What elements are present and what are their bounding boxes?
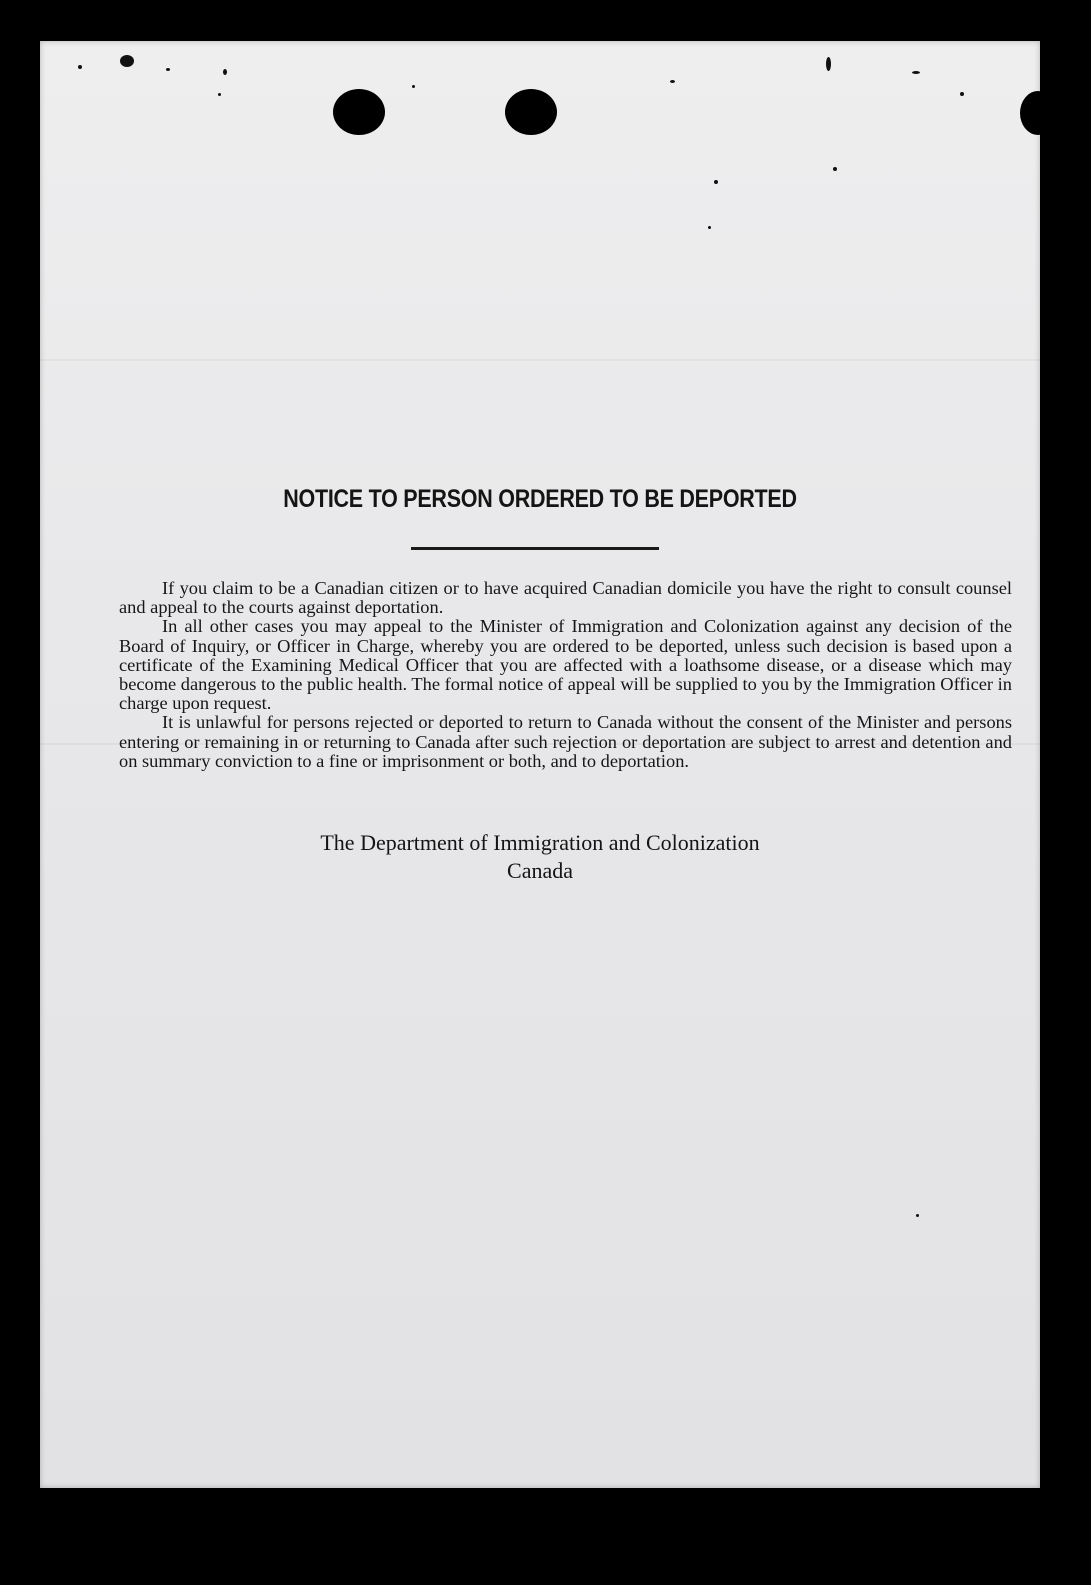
paper-speck: [166, 68, 170, 71]
paper-speck: [960, 92, 964, 96]
paper-fold: [40, 359, 1040, 361]
paper-speck: [218, 93, 221, 96]
scanned-page: [40, 41, 1040, 1488]
notice-body: [119, 579, 1012, 771]
country-name: Canada: [507, 858, 573, 883]
paper-speck: [78, 65, 82, 69]
paper-speck: [670, 80, 675, 83]
notice-title: NOTICE TO PERSON ORDERED TO BE DEPORTED: [283, 485, 797, 513]
paper-speck: [916, 1214, 919, 1217]
title-underline: [411, 547, 659, 550]
paper-speck: [826, 57, 831, 71]
paper-speck: [120, 55, 134, 67]
paper-speck: [223, 69, 227, 75]
department-name: The Department of Immigration and Colonization: [320, 830, 760, 855]
punch-hole-left: [333, 89, 385, 135]
paper-speck: [708, 226, 711, 229]
paper-speck: [412, 85, 415, 88]
paragraph-appeal-to-minister: In all other cases you may appeal to the Minister of Immigration and Colonization against any decision of the Board of Inquiry, or Officer in Charge, whereby you are ordered to be deported, unless such decision is based upon a certificate of the Examining Medical Officer that you are affected with a loathsome disease, or a disease which may become dangerous to the public health. The formal notice of appeal will be supplied to you by the Immigration Officer in charge upon request.: [119, 616, 1012, 714]
signature-block: [40, 829, 1040, 885]
paper-speck: [833, 167, 837, 171]
punch-hole-center: [505, 89, 557, 135]
paragraph-citizen-domicile: If you claim to be a Canadian citizen or to have acquired Canadian domicile you have the right to consult counsel and appeal to the courts against deportation.: [119, 578, 1012, 618]
paper-speck: [714, 180, 718, 184]
punch-hole-right-edge: [1020, 91, 1056, 135]
paragraph-unlawful-return: It is unlawful for persons rejected or deported to return to Canada without the consent of the Minister and persons entering or remaining in or returning to Canada after such rejection or deportation are subject to arrest and detention and on summary conviction to a fine or imprisonment or both, and to deportation.: [119, 712, 1012, 771]
paper-speck: [912, 71, 920, 74]
